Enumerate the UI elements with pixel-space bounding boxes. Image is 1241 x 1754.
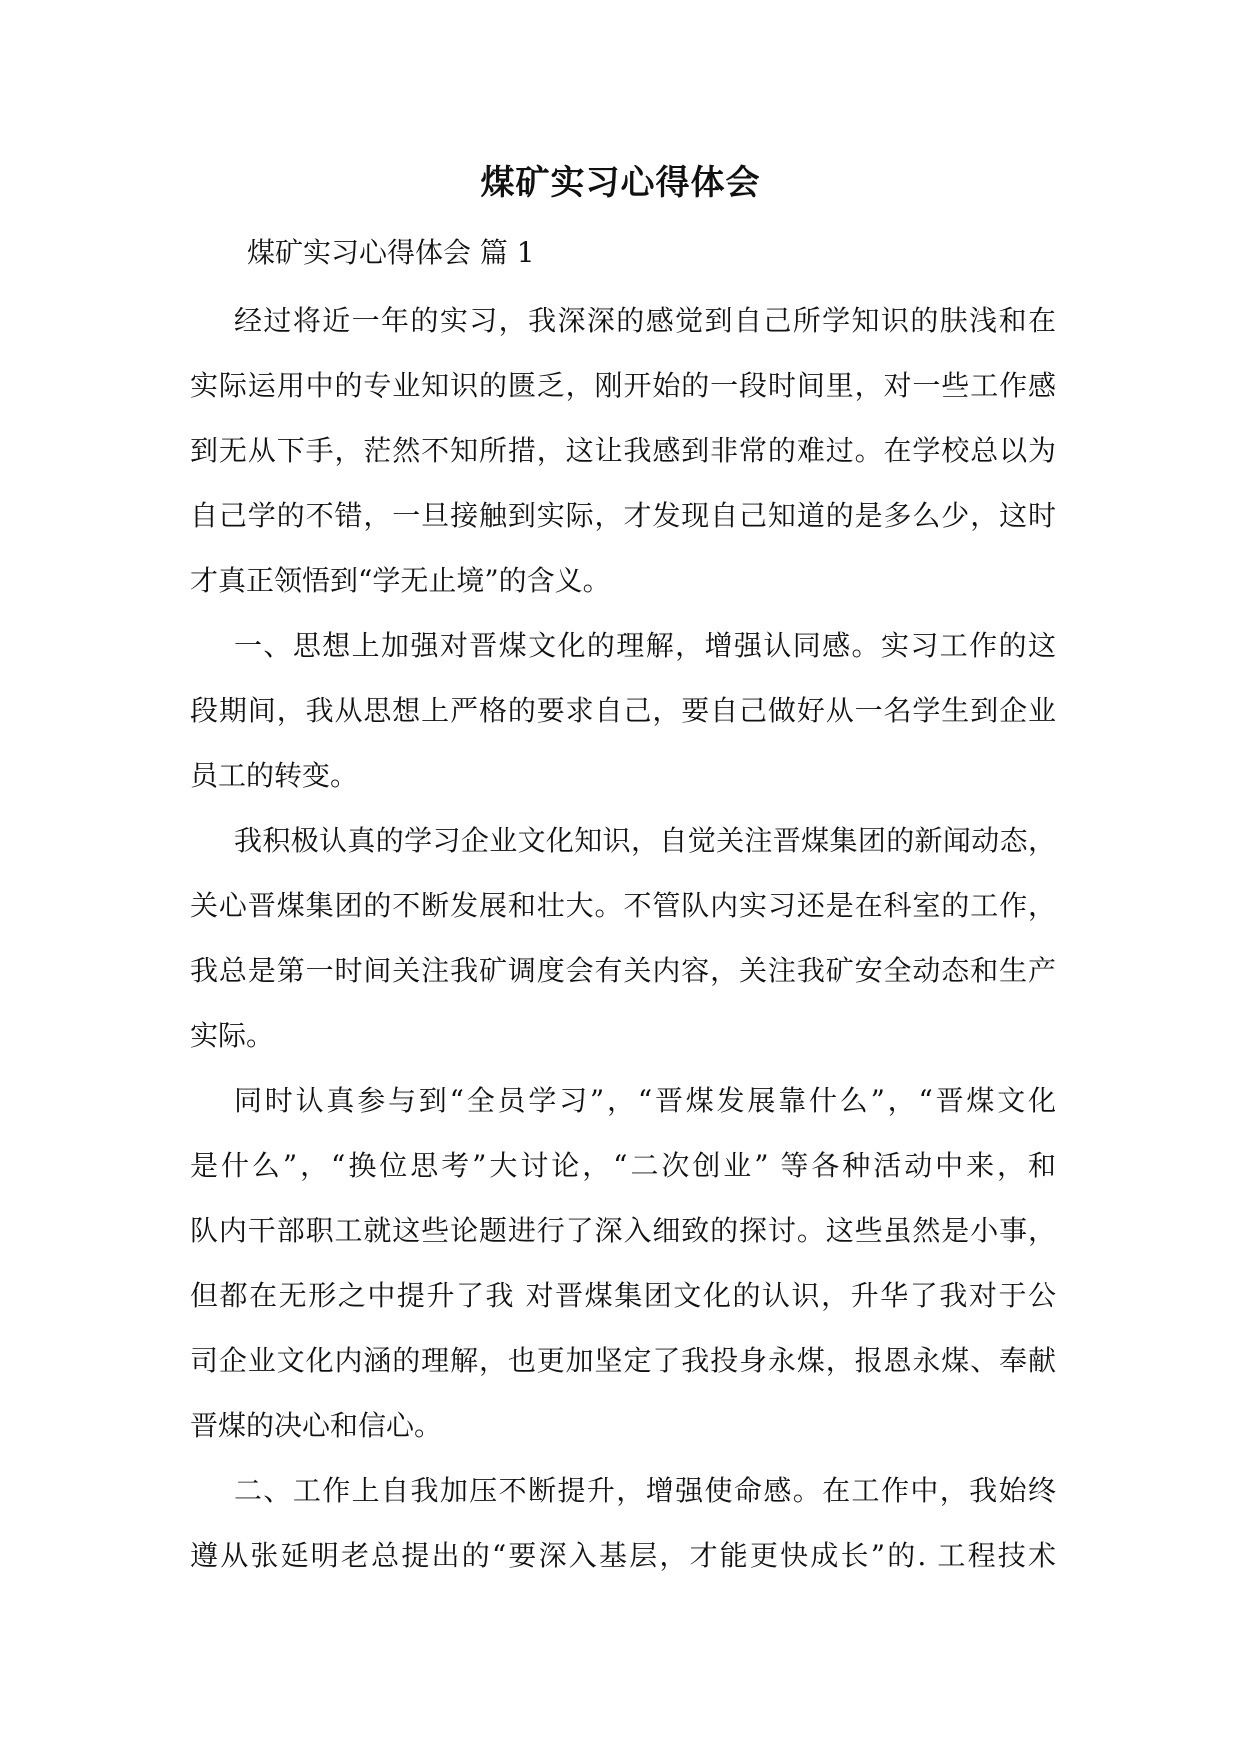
paragraph-line: 一、思想上加强对晋煤文化的理解，增强认同感。实习工作的这 [234,629,1056,662]
paragraph-line: 晋煤的决心和信心。 [190,1409,443,1442]
paragraph-line: 二、工作上自我加压不断提升，增强使命感。在工作中，我始终 [234,1474,1056,1507]
paragraph-line: 是什么”，“换位思考”大讨论，“二次创业” 等各种活动中来，和 [190,1149,1056,1182]
paragraph-line: 到无从下手，茫然不知所措，这让我感到非常的难过。在学校总以为 [190,434,1056,467]
paragraph-line: 实际运用中的专业知识的匮乏，刚开始的一段时间里，对一些工作感 [190,369,1056,402]
paragraph-line: 经过将近一年的实习，我深深的感觉到自己所学知识的肤浅和在 [234,304,1056,337]
paragraph-line: 司企业文化内涵的理解，也更加坚定了我投身永煤，报恩永煤、奉献 [190,1344,1056,1377]
paragraph-line: 关心晋煤集团的不断发展和壮大。不管队内实习还是在科室的工作， [190,889,1056,922]
document-title: 煤矿实习心得体会 [480,163,761,203]
paragraph [190,1068,1056,1458]
document-body [190,288,1056,1588]
paragraph-line: 自己学的不错，一旦接触到实际，才发现自己知道的是多么少，这时 [190,499,1056,532]
paragraph-line: 段期间，我从思想上严格的要求自己，要自己做好从一名学生到企业 [190,694,1056,727]
paragraph [190,288,1056,613]
paragraph [190,1458,1056,1588]
paragraph-line: 才真正领悟到“学无止境”的含义。 [190,564,611,597]
paragraph-line: 同时认真参与到“全员学习”，“晋煤发展靠什么”，“晋煤文化 [234,1084,1056,1117]
paragraph-line: 我积极认真的学习企业文化知识，自觉关注晋煤集团的新闻动态， [234,824,1056,857]
paragraph-line: 但都在无形之中提升了我 对晋煤集团文化的认识，升华了我对于公 [190,1279,1056,1312]
paragraph-line: 我总是第一时间关注我矿调度会有关内容，关注我矿安全动态和生产 [190,954,1056,987]
paragraph-line: 队内干部职工就这些论题进行了深入细致的探讨。这些虽然是小事， [190,1214,1056,1247]
paragraph [190,808,1056,1068]
paragraph-line: 实际。 [190,1019,275,1052]
section-heading: 煤矿实习心得体会 篇 1 [247,236,535,269]
paragraph [190,613,1056,808]
paragraph-line: 员工的转变。 [190,759,359,792]
paragraph-line: 遵从张延明老总提出的“要深入基层，才能更快成长”的. 工程技术 [190,1539,1056,1572]
